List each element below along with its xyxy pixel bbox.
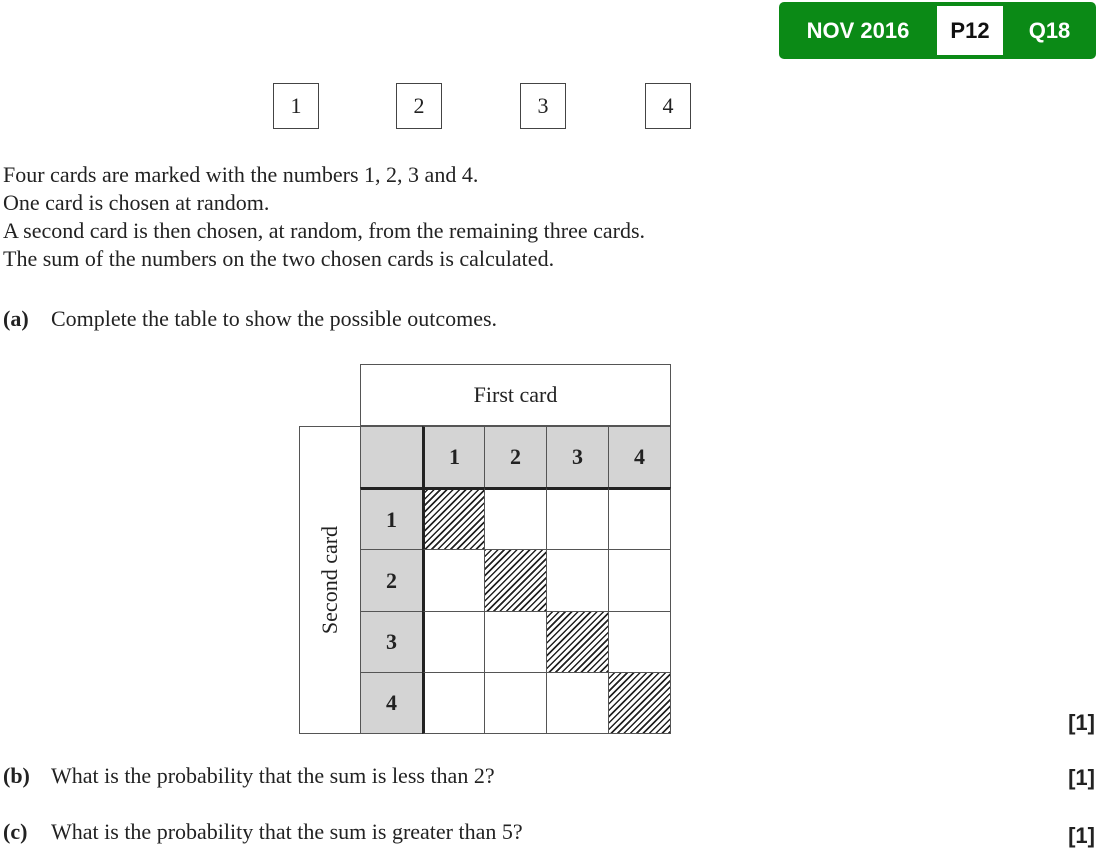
first-card-title: First card: [360, 364, 671, 426]
paper-number: P12: [937, 6, 1003, 55]
column-header: 3: [546, 426, 609, 488]
row-header: 3: [360, 611, 423, 673]
outcomes-table: [299, 364, 671, 734]
table-corner: [360, 426, 423, 488]
part-c-question: [3, 819, 523, 845]
row-header: 4: [360, 672, 423, 734]
card-2: 2: [396, 83, 442, 129]
table-cell-shaded: [422, 487, 485, 550]
column-header: 2: [484, 426, 547, 488]
table-cell[interactable]: [484, 487, 547, 550]
row-header: 2: [360, 549, 423, 612]
intro-line: The sum of the numbers on the two chosen cards is calculated.: [3, 246, 555, 271]
part-b-question: [3, 763, 495, 789]
table-cell[interactable]: [546, 672, 609, 734]
table-cell[interactable]: [608, 611, 671, 673]
card-4: 4: [645, 83, 691, 129]
intro-line: One card is chosen at random.: [3, 190, 270, 215]
table-cell[interactable]: [546, 549, 609, 612]
part-b-marks: [1]: [1068, 765, 1095, 790]
second-card-title: Second card: [317, 525, 342, 635]
table-cell[interactable]: [484, 672, 547, 734]
part-a-label: (a): [3, 306, 29, 331]
table-cell-shaded: [546, 611, 609, 673]
card-3: 3: [520, 83, 566, 129]
table-cell[interactable]: [422, 549, 485, 612]
column-header: 4: [608, 426, 671, 488]
row-header: 1: [360, 487, 423, 550]
table-cell-shaded: [608, 672, 671, 734]
exam-date: NOV 2016: [806, 17, 910, 43]
table-cell-shaded: [484, 549, 547, 612]
part-a-question: [3, 306, 497, 332]
card-1: 1: [273, 83, 319, 129]
second-card-title-box: [299, 426, 361, 734]
intro-line: Four cards are marked with the numbers 1, 2, 3 and 4.: [3, 162, 479, 187]
table-cell[interactable]: [484, 611, 547, 673]
part-a-marks: [1]: [1068, 710, 1095, 735]
table-cell[interactable]: [422, 611, 485, 673]
part-c-text: What is the probability that the sum is greater than 5?: [51, 819, 523, 844]
column-header: 1: [422, 426, 485, 488]
part-c-marks: [1]: [1068, 823, 1095, 848]
table-cell[interactable]: [546, 487, 609, 550]
part-b-text: What is the probability that the sum is less than 2?: [51, 763, 495, 788]
table-cell[interactable]: [422, 672, 485, 734]
part-b-label: (b): [3, 763, 30, 788]
intro-line: A second card is then chosen, at random, from the remaining three cards.: [3, 218, 646, 243]
question-reference-tag: [779, 2, 1096, 59]
part-c-label: (c): [3, 819, 28, 844]
table-cell[interactable]: [608, 549, 671, 612]
part-a-text: Complete the table to show the possible outcomes.: [51, 306, 498, 331]
question-number: Q18: [1028, 17, 1071, 43]
table-cell[interactable]: [608, 487, 671, 550]
